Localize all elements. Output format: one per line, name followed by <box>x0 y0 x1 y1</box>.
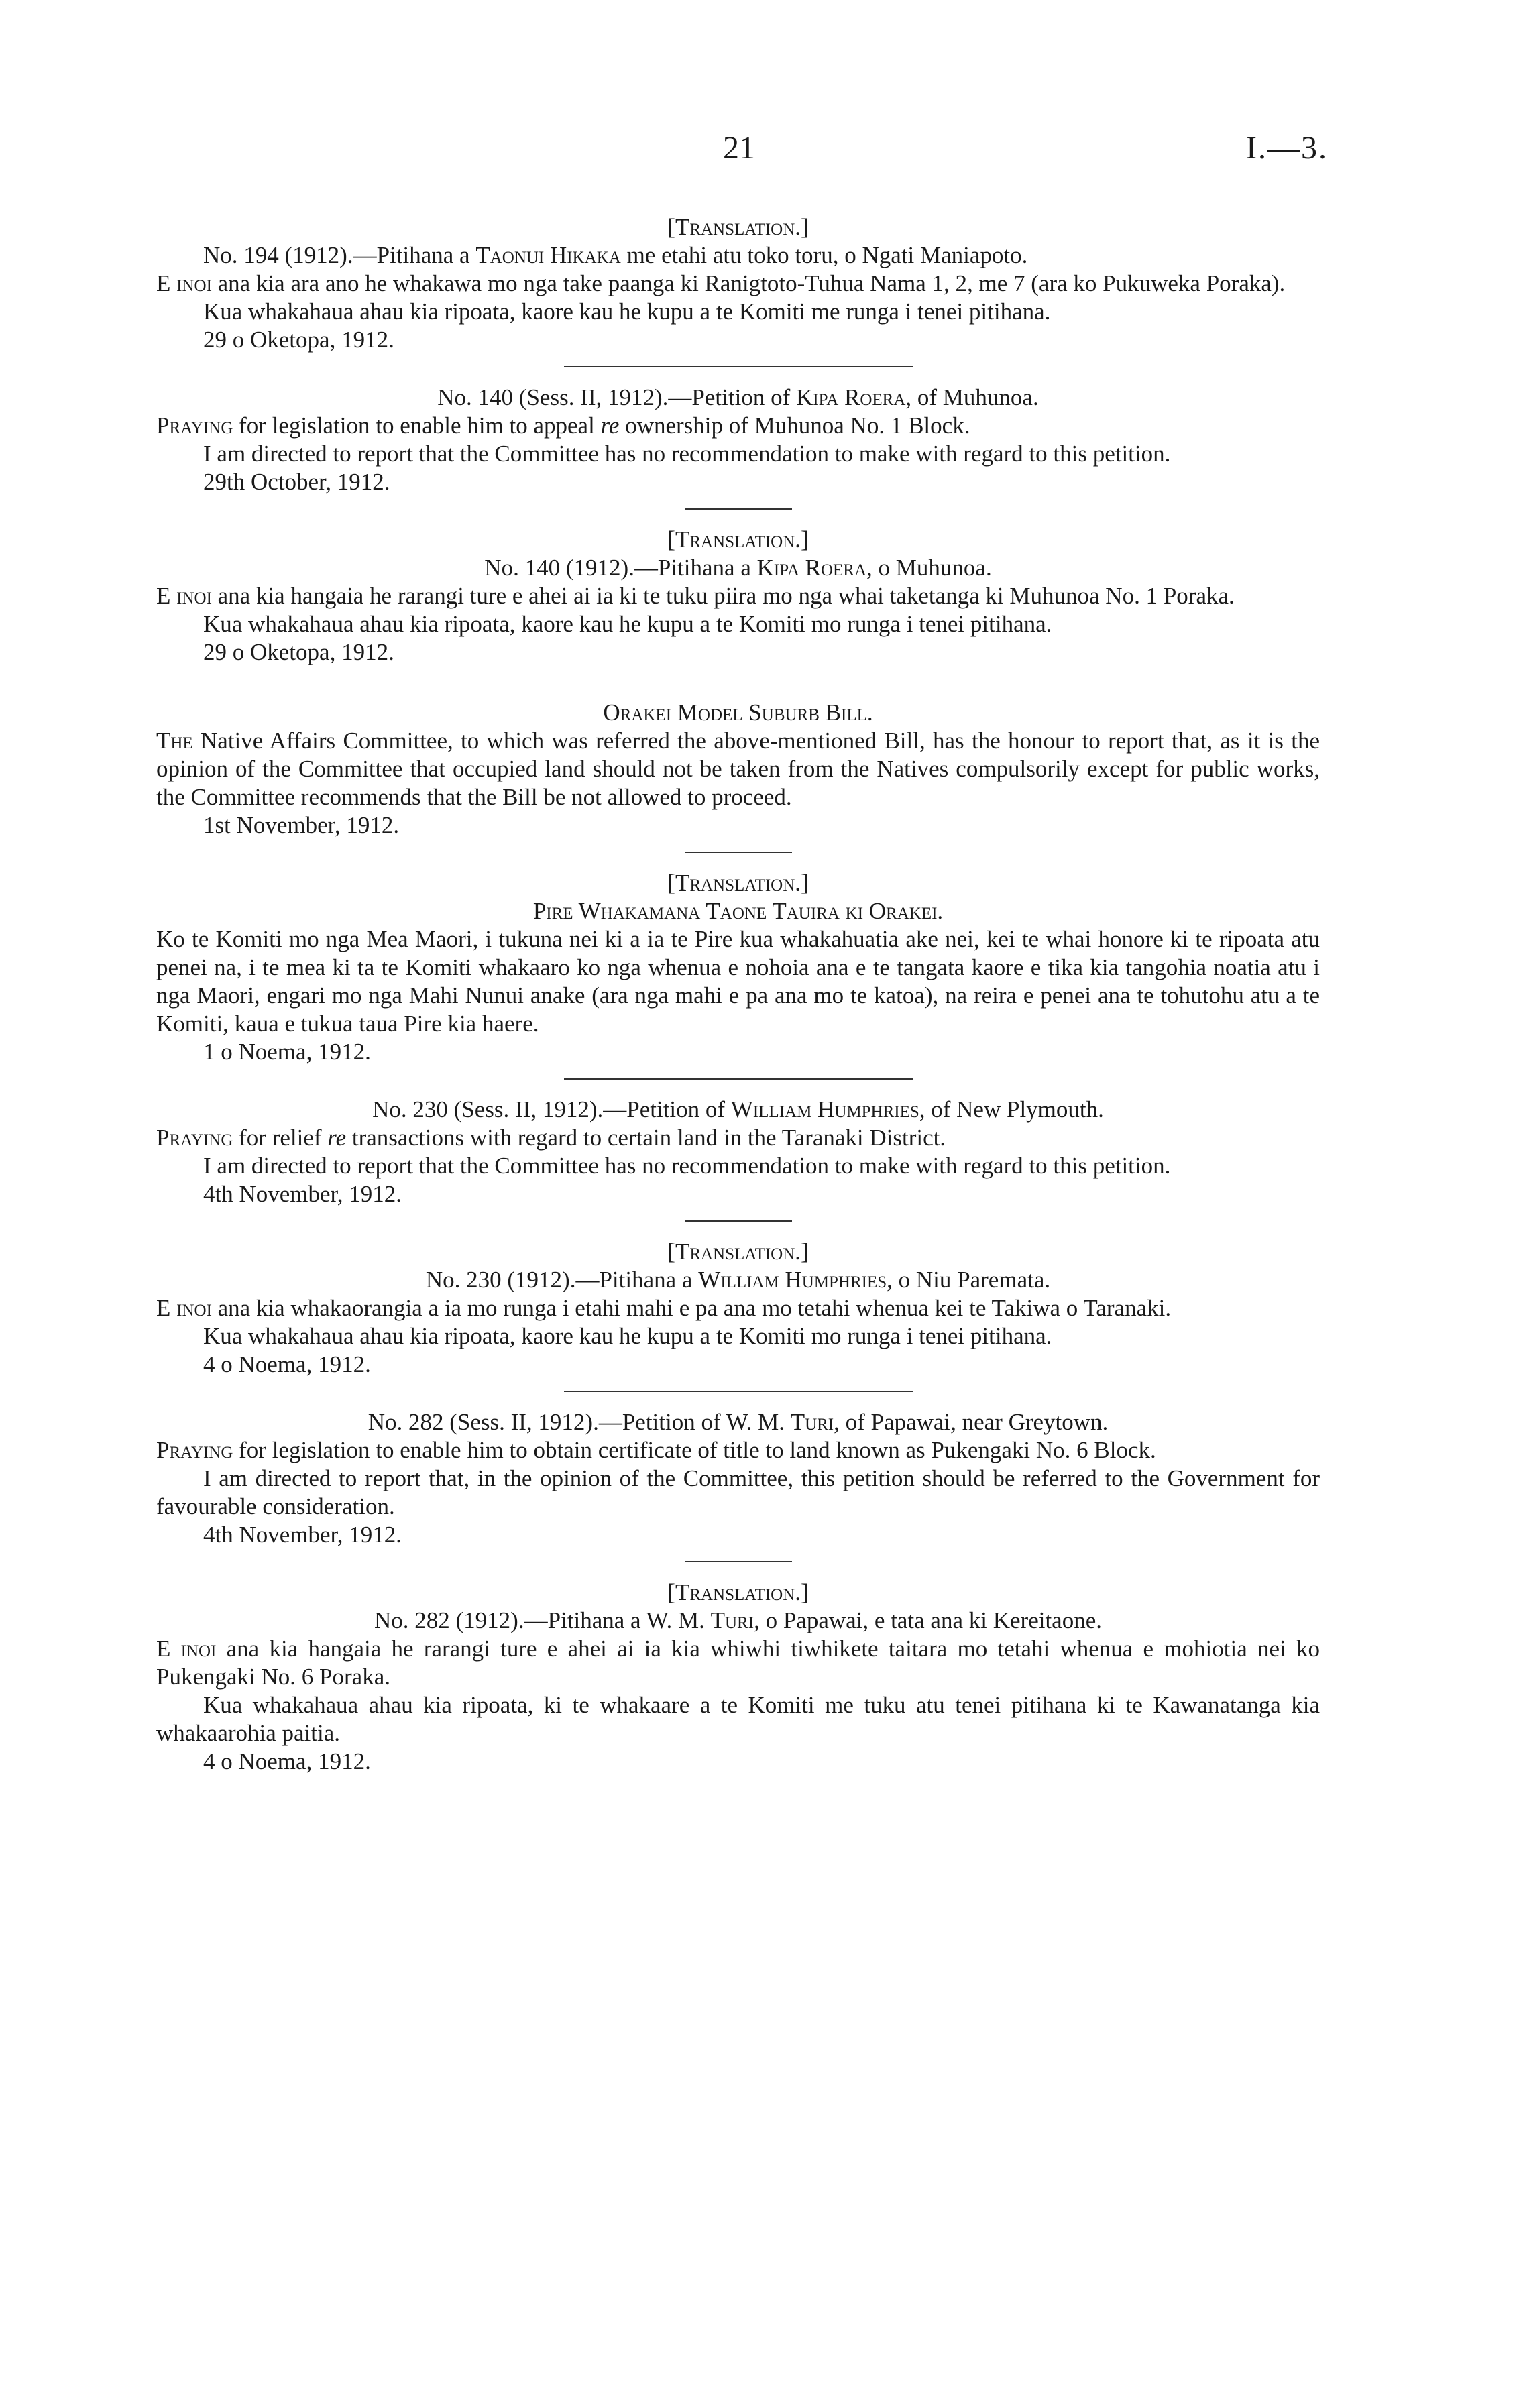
petition-prayer: Praying for legislation to enable him to appeal re ownership of Muhunoa No. 1 Block. <box>156 412 970 439</box>
petition-282-translation <box>156 1579 1320 1776</box>
section-divider <box>685 852 792 853</box>
committee-report: I am directed to report that the Committee has no recommendation to make with regard to this petition. <box>203 1153 1171 1179</box>
committee-report: Kua whakahaua ahau kia ripoata, ki te whakaare a te Komiti me tuku atu tenei pitihana ki te Kawanatanga kia whakaarohia paitia. <box>156 1692 1320 1746</box>
page-header <box>0 130 1521 181</box>
report-date: 4 o Noema, 1912. <box>203 1351 371 1377</box>
petitioner-name: Taonui Hikaka <box>475 242 621 268</box>
translation-label: [Translation.] <box>667 526 809 553</box>
petitioner-name: Turi <box>710 1607 754 1633</box>
report-date: 1 o Noema, 1912. <box>203 1039 371 1065</box>
petition-title: No. 230 (Sess. II, 1912).—Petition of William Humphries, of New Plymouth. <box>372 1096 1104 1123</box>
section-divider <box>564 1078 913 1080</box>
report-date: 29 o Oketopa, 1912. <box>203 327 394 353</box>
petition-140-translation <box>156 526 1320 667</box>
report-date: 4th November, 1912. <box>203 1522 402 1548</box>
petition-title: No. 140 (Sess. II, 1912).—Petition of Kipa Roera, of Muhunoa. <box>437 384 1039 410</box>
paper-reference: I.—3. <box>1246 130 1328 166</box>
section-divider <box>685 508 792 510</box>
petition-prayer: Praying for legislation to enable him to obtain certificate of title to land known as Pukengaki No. 6 Block. <box>156 1437 1156 1463</box>
translation-label: [Translation.] <box>667 1579 809 1605</box>
section-spacer <box>156 667 1320 699</box>
translation-label: [Translation.] <box>667 214 809 240</box>
petition-title: No. 282 (Sess. II, 1912).—Petition of W. M. Turi, of Papawai, near Greytown. <box>368 1409 1109 1435</box>
report-date: 4 o Noema, 1912. <box>203 1748 371 1774</box>
section-divider <box>685 1220 792 1222</box>
petitioner-name: Kipa Roera <box>756 555 867 581</box>
bill-heading: Pire Whakamana Taone Tauira ki Orakei. <box>532 898 944 924</box>
petitioner-name: Kipa Roera <box>795 384 906 410</box>
committee-report: I am directed to report that the Committee has no recommendation to make with regard to this petition. <box>203 441 1171 467</box>
section-divider <box>564 366 913 367</box>
petition-230 <box>156 1096 1320 1208</box>
report-date: 1st November, 1912. <box>203 812 400 838</box>
bill-heading: Orakei Model Suburb Bill. <box>603 699 873 726</box>
petition-prayer: E inoi ana kia hangaia he rarangi ture e ahei ai ia kia whiwhi tiwhikete taitara mo tetahi whenua e mohiotia nei ko Pukengaki No. 6 Poraka. <box>156 1636 1320 1690</box>
committee-report: Kua whakahaua ahau kia ripoata, kaore kau he kupu a te Komiti mo runga i tenei pitihana. <box>203 1323 1052 1349</box>
report-date: 4th November, 1912. <box>203 1181 402 1207</box>
petition-230-translation <box>156 1238 1320 1379</box>
petitioner-name: William Humphries <box>698 1267 887 1293</box>
orakei-bill-translation <box>156 869 1320 1066</box>
page-number: 21 <box>723 130 755 166</box>
petition-title: No. 194 (1912).—Pitihana a Taonui Hikaka me etahi atu toko toru, o Ngati Maniapoto. <box>203 242 1028 268</box>
document-body <box>156 213 1320 1776</box>
committee-report: Kua whakahaua ahau kia ripoata, kaore kau he kupu a te Komiti me runga i tenei pitihana. <box>203 298 1051 325</box>
petition-194-translation <box>156 213 1320 354</box>
petition-title: No. 230 (1912).—Pitihana a William Humphries, o Niu Paremata. <box>425 1267 1051 1293</box>
translation-label: [Translation.] <box>667 1239 809 1265</box>
petition-282 <box>156 1408 1320 1549</box>
section-divider <box>685 1561 792 1562</box>
report-date: 29th October, 1912. <box>203 469 390 495</box>
petition-prayer: Praying for relief re transactions with regard to certain land in the Taranaki District. <box>156 1125 946 1151</box>
petition-title: No. 140 (1912).—Pitihana a Kipa Roera, o Muhunoa. <box>484 555 992 581</box>
petitioner-name: Turi <box>790 1409 834 1435</box>
orakei-bill <box>156 699 1320 840</box>
committee-report: I am directed to report that, in the opinion of the Committee, this petition should be referred to the Government for favourable consideration. <box>156 1465 1320 1520</box>
petition-title: No. 282 (1912).—Pitihana a W. M. Turi, o Papawai, e tata ana ki Kereitaone. <box>374 1607 1102 1633</box>
petition-prayer: E inoi ana kia ara ano he whakawa mo nga take paanga ki Ranigtoto-Tuhua Nama 1, 2, me 7 (ara ko Pukuweka Poraka). <box>156 270 1286 296</box>
petitioner-name: William Humphries <box>730 1096 919 1123</box>
petition-prayer: E inoi ana kia whakaorangia a ia mo runga i etahi mahi e pa ana mo tetahi whenua kei te Takiwa o Taranaki. <box>156 1295 1172 1321</box>
bill-report: The Native Affairs Committee, to which was referred the above-mentioned Bill, has the honour to report that, as it is the opinion of the Committee that occupied land should not be taken from the Natives compulsorily except for public works, the Committee recommends that the Bill be not allowed to proceed. <box>156 728 1320 810</box>
bill-report: Ko te Komiti mo nga Mea Maori, i tukuna nei ki a ia te Pire kua whakahuatia ake nei, kei te whai honore ki te ripoata atu penei na, i te mea ki ta te Komiti whakaaro ko nga whenua e nohoia ana e te tangata kaore e tika kia tangohia noatia atu i nga Maori, engari mo nga Mahi Nunui anake (ara nga mahi e pa ana mo te katoa), na reira e penei ana te tohutohu atu a te Komiti, kaua e tukua taua Pire kia haere. <box>156 926 1320 1037</box>
petition-prayer: E inoi ana kia hangaia he rarangi ture e ahei ai ia ki te tuku piira mo nga whai taketanga ki Muhunoa No. 1 Poraka. <box>156 583 1235 609</box>
section-divider <box>564 1391 913 1392</box>
translation-label: [Translation.] <box>667 870 809 896</box>
committee-report: Kua whakahaua ahau kia ripoata, kaore kau he kupu a te Komiti mo runga i tenei pitihana. <box>203 611 1052 637</box>
petition-140 <box>156 384 1320 496</box>
report-date: 29 o Oketopa, 1912. <box>203 639 394 665</box>
